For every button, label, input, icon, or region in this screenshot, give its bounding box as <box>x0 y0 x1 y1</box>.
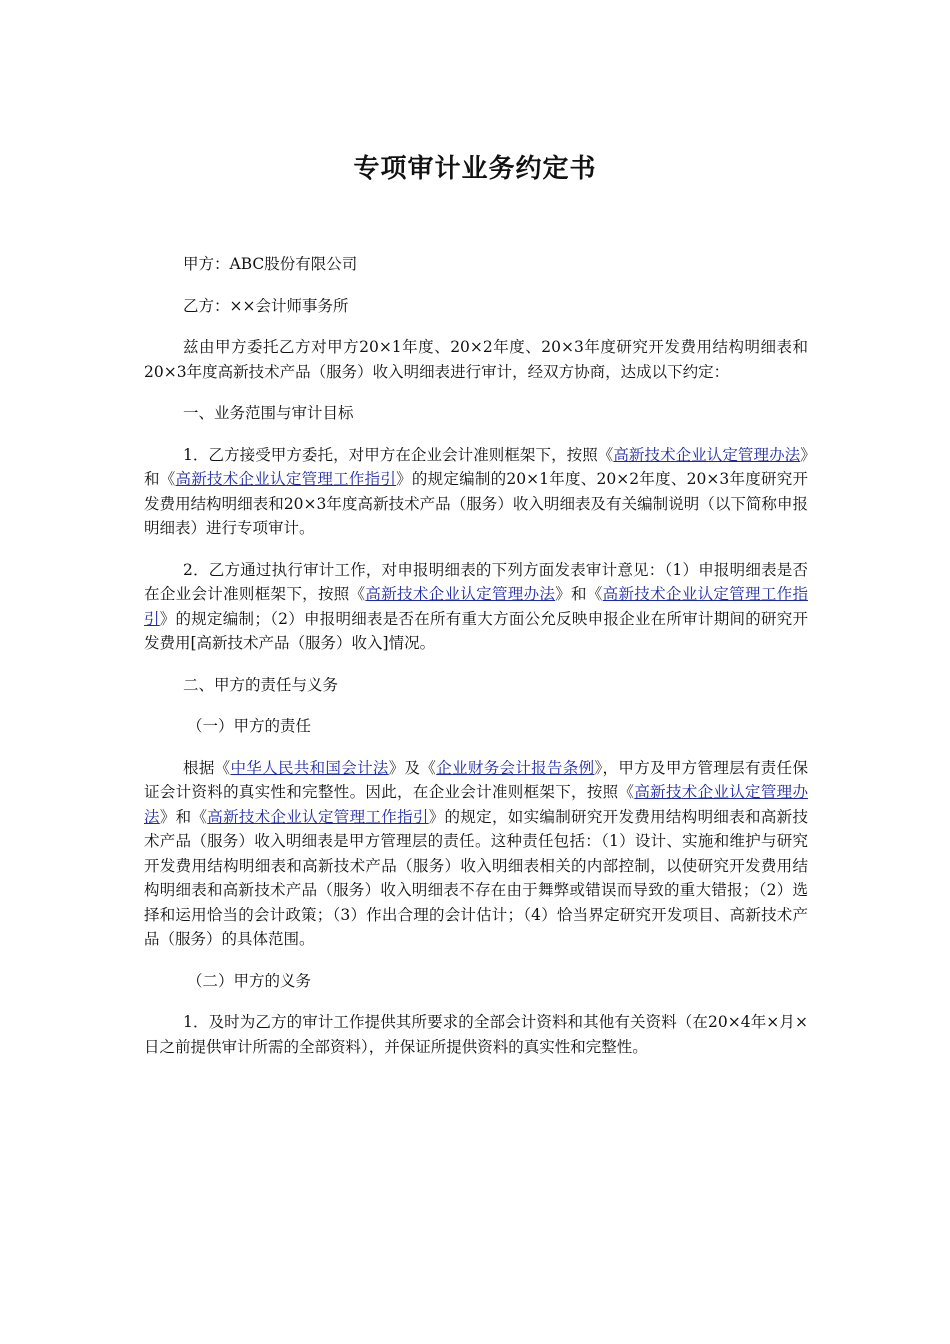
text: 》，甲方及甲方管理层有责任保证会计资料的真实性和完整性。因此，在企业会计准则框架下，按照《 <box>144 758 808 801</box>
text: 》的规定，如实编制研究开发费用结构明细表和高新技术产品（服务）收入明细表是甲方管理层的责任。这种责任包括：（1）设计、实施和维护与研究开发费用结构明细表和高新技术产品（服务）收入明细表相关的内部控制，以使研究开发费用结构明细表和高新技术产品（服务）收入明细表不存在由于舞弊或错误而导致的重大错报；（2）选择和运用恰当的会计政策；（3）作出合理的会计估计；（4）恰当界定研究开发项目、高新技术产品（服务）的具体范围。 <box>144 807 808 948</box>
section-1-paragraph-2 <box>144 558 808 656</box>
link-gaoxin-rending-banfa[interactable]: 高新技术企业认定管理办法 <box>613 445 801 464</box>
link-gaoxin-gongzuo-zhiyin[interactable]: 高新技术企业认定管理工作指引 <box>175 470 397 488</box>
subsection-1-heading: （一）甲方的责任 <box>187 717 312 735</box>
link-kuaiji-fa[interactable]: 中华人民共和国会计法 <box>230 758 389 777</box>
link-gaoxin-rending-banfa[interactable]: 高新技术企业认定管理办法 <box>144 783 808 826</box>
subsection-2-paragraph-1: 1．及时为乙方的审计工作提供其所要求的全部会计资料和其他有关资料（在20×4年×月×日之前提供审计所需的全部资料），并保证所提供资料的真实性和完整性。 <box>144 1013 808 1056</box>
text: 根据《 <box>183 758 231 777</box>
party-a: 甲方：ABC股份有限公司 <box>183 255 358 273</box>
text: 》的规定编制；（2）申报明细表是否在所有重大方面公允反映申报企业在所审计期间的研究开发费用[高新技术产品（服务）收入]情况。 <box>144 609 808 652</box>
text: 1．乙方接受甲方委托，对甲方在企业会计准则框架下，按照《 <box>183 445 614 464</box>
text: 》和《 <box>159 807 208 826</box>
text: 》及《 <box>388 758 437 777</box>
link-caiwu-baogao-tiaoli[interactable]: 企业财务会计报告条例 <box>436 758 595 777</box>
section-2-heading: 二、甲方的责任与义务 <box>183 675 339 694</box>
intro-paragraph: 兹由甲方委托乙方对甲方20×1年度、20×2年度、20×3年度研究开发费用结构明细表和20×3年度高新技术产品（服务）收入明细表进行审计，经双方协商，达成以下约定： <box>144 338 808 381</box>
party-b: 乙方：××会计师事务所 <box>183 296 349 315</box>
text: 》的规定编制的20×1年度、20×2年度、20×3年度研究开发费用结构明细表和20×3年度高新技术产品（服务）收入明细表及有关编制说明（以下简称申报明细表）进行专项审计。 <box>144 470 808 537</box>
text: 》和《 <box>144 445 808 488</box>
link-gaoxin-gongzuo-zhiyin[interactable]: 高新技术企业认定管理工作指引 <box>207 807 429 826</box>
document-title: 专项审计业务约定书 <box>353 154 597 184</box>
section-1-heading: 一、业务范围与审计目标 <box>183 404 354 422</box>
document-body <box>144 252 808 1076</box>
link-gaoxin-gongzuo-zhiyin[interactable]: 高新技术企业认定管理工作指引 <box>144 585 808 628</box>
section-1-paragraph-1 <box>144 443 808 541</box>
text: 2．乙方通过执行审计工作，对申报明细表的下列方面发表审计意见：（1）申报明细表是否在企业会计准则框架下，按照《 <box>144 560 808 603</box>
subsection-1-paragraph <box>144 756 808 952</box>
text: 》和《 <box>555 585 603 603</box>
subsection-2-heading: （二）甲方的义务 <box>187 971 312 990</box>
link-gaoxin-rending-banfa[interactable]: 高新技术企业认定管理办法 <box>365 585 556 603</box>
